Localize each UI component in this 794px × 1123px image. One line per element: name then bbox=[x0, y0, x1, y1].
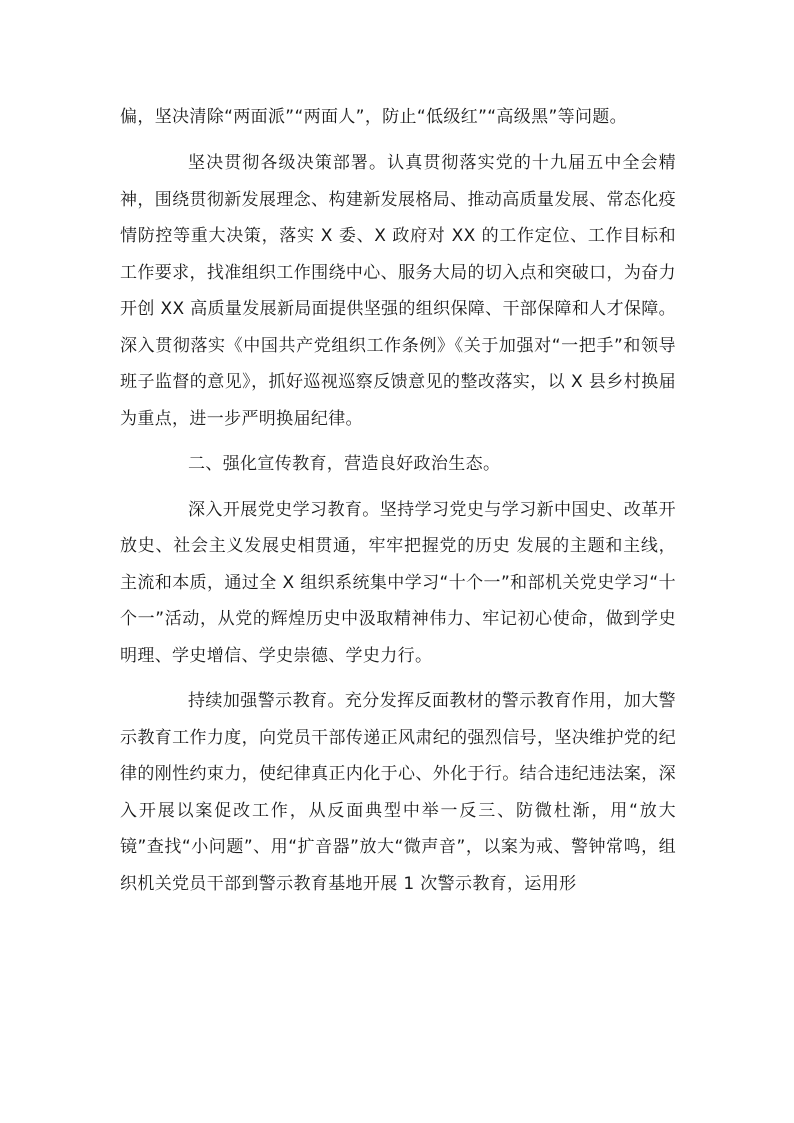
paragraph-party-history-study: 深入开展党史学习教育。坚持学习党史与学习新中国史、改革开放史、社会主义发展史相贯通，牢牢把握党的历史 发展的主题和主线，主流和本质，通过全 X 组织系统集中学习“十个一”和部机关党史学习“十个一”活动，从党的辉煌历史中汲取精神伟力、牢记初心使命，做到学史明理、学史增信、学史崇德、学史力行。 bbox=[120, 499, 676, 666]
section-heading-publicity-education: 二、强化宣传教育，营造良好政治生态。 bbox=[188, 454, 501, 474]
paragraph-decision-deployment: 坚决贯彻各级决策部署。认真贯彻落实党的十九届五中全会精神，围绕贯彻新发展理念、构建新发展格局、推动高质量发展、常态化疫情防控等重大决策，落实 X 委、X 政府对 XX 的工作定位、工作目标和工作要求，找准组织工作围绕中心、服务大局的切入点和突破口，为奋力开创 XX 高质量发展新局面提供坚强的组织保障、干部保障和人才保障。深入贯彻落实《中国共产党组织工作条例》《关于加强对“一把手”和领导班子监督的意见》，抓好巡视巡察反馈意见的整改落实，以 X 县乡村换届为重点，进一步严明换届纪律。 bbox=[120, 153, 676, 429]
paragraph-warning-education: 持续加强警示教育。充分发挥反面教材的警示教育作用，加大警示教育工作力度，向党员干部传递正风肃纪的强烈信号，坚决维护党的纪律的刚性约束力，使纪律真正内化于心、外化于行。结合违纪违法案，深入开展以案促改工作，从反面典型中举一反三、防微杜渐，用“放大镜”查找“小问题”、用“扩音器”放大“微声音”，以案为戒、警钟常鸣，组织机关党员干部到警示教育基地开展 1 次警示教育，运用形 bbox=[120, 691, 676, 894]
document-body bbox=[120, 100, 676, 902]
paragraph-continuation: 偏，坚决清除“两面派”“两面人”，防止“低级红”“高级黑”等问题。 bbox=[120, 107, 628, 127]
